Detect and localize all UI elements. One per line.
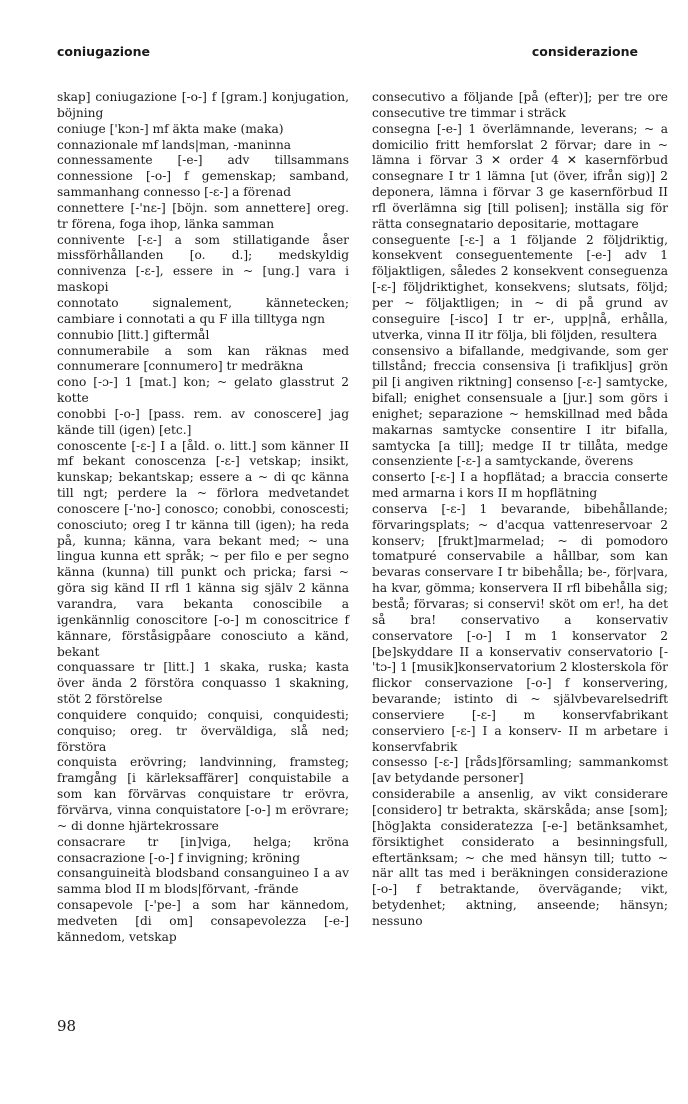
running-header — [57, 44, 638, 64]
page-number: 98 — [57, 1017, 77, 1035]
entry: considerabile a ansenlig, av vikt considerare [considero] tr betrakta, skärskåda; anse [som]; [hög]akta consideratezza [-e-] betänksamhet, försiktighet considerato a besinningsfull, eftertänksam; ~ che med hänsyn till; tutto ~ när allt tas med i beräkningen considerazione [-o-] f betraktande, övervägande; vikt, betydenhet; aktning, anseende; hänsyn; nessuno — [372, 787, 668, 928]
entry: conserto [-ɛ-] I a hopflätad; a braccia conserte med armarna i kors II m hopflätning — [372, 470, 668, 501]
entry: connubio [litt.] giftermål — [57, 327, 210, 342]
entry: coniuge ['kɔn-] mf äkta make (maka) — [57, 121, 284, 136]
left-column — [57, 90, 349, 946]
entry: connettere [-'nɛ-] [böjn. som annettere] oreg. tr förena, foga ihop, länka samman — [57, 200, 349, 231]
entry: consegna [-e-] 1 överlämnande, leverans; ~ a domicilio fritt hemforslat 2 förvar; dare in ~ lämna i förvar 3 ✕ order 4 ✕ kasernförbud consegnare I tr 1 lämna [ut (över, ifrån sig)] 2 deponera, lämna i förvar 3 ge kasernförbud II rfl överlämna sig [till polisen]; inställa sig för rätta consegnatario depositarie, mottagare — [372, 121, 668, 231]
entry: connessamente [-e-] adv tillsammans connessione [-o-] f gemenskap; samband, sammanhang connesso [-ɛ-] a förenad — [57, 153, 349, 200]
entry: conserva [-ɛ-] 1 bevarande, bibehållande; förvaringsplats; ~ d'acqua vattenreservoar 2 konserv; [frukt]marmelad; ~ di pomodoro tomatpuré conservabile a hållbar, som kan bevaras conservare I tr bibehålla; be-, för|vara, ha kvar, gömma; konservera II rfl bibehålla sig; bestå; förvaras; si conservi! sköt om er!, ha det så bra! conservativo a konservativ conservatore [-o-] I m 1 konservator 2 [be]skyddare II a konservativ conservatorio [-'tɔ-] 1 [musik]konservatorium 2 klosterskola för flickor conservazione [-o-] f konservering, bevarande; istinto di ~ självbevarelsedrift conserviere [-ɛ-] m konservfabrikant conserviero [-ɛ-] I a konserv- II m arbetare i konservfabrik — [372, 501, 668, 754]
entry: conquista erövring; landvinning, framsteg; framgång [i kärleksaffärer] conquistabile a som kan förvärvas conquistare tr erövra, förvärva, vinna conquistatore [-o-] m erövrare; ~ di donne hjärtekrossare — [57, 755, 349, 833]
entry: conobbi [-o-] [pass. rem. av conoscere] jag kände till (igen) [etc.] — [57, 406, 349, 437]
entry: consecutivo a följande [på (efter)]; per tre ore consecutive tre timmar i sträck — [372, 90, 668, 120]
entry: conoscente [-ɛ-] I a [åld. o. litt.] som känner II mf bekant conoscenza [-ɛ-] vetskap; insikt, kunskap; bekantskap; essere a ~ di qc känna till ngt; perdere la ~ förlora medvetandet conoscere [-'no-] conosco; conobbi, conoscesti; conosciuto; oreg I tr känna till (igen); ha reda på, kunna; känna, vara bekant med; ~ una lingua kunna ett språk; ~ per filo e per segno känna (kunna) till punkt och pricka; farsi ~ göra sig känd II rfl 1 känna sig själv 2 känna varandra, vara bekanta conoscibile a igenkännlig conoscitore [-o-] m conoscitrice f kännare, förståsigpåare conosciuto a känd, bekant — [57, 438, 349, 659]
entry: conquidere conquido; conquisi, conquidesti; conquiso; oreg. tr överväldiga, slå ned; förstöra — [57, 707, 349, 754]
entry: conseguente [-ɛ-] a 1 följande 2 följdriktig, konsekvent conseguentemente [-e-] adv 1 följaktligen, således 2 konsekvent conseguenza [-ɛ-] följdriktighet, konsekvens; slutsats, följd; per ~ följaktligen; in ~ di på grund av conseguire [-isco] I tr er-, upp|nå, erhålla, utverka, vinna II itr följa, bli följden, resultera — [372, 232, 668, 342]
entry: consapevole [-'pe-] a som har kännedom, medveten [di om] consapevolezza [-e-] kännedom, vetskap — [57, 898, 349, 944]
entry: skap] coniugazione [-o-] f [gram.] konjugation, böjning — [57, 90, 349, 120]
left-guide-word: coniugazione — [57, 44, 150, 59]
entry: connumerabile a som kan räknas med connumerare [connumero] tr medräkna — [57, 343, 349, 374]
entry: cono [-ɔ-] 1 [mat.] kon; ~ gelato glasstrut 2 kotte — [57, 375, 349, 406]
entry: consensivo a bifallande, medgivande, som ger tillstånd; freccia consensiva [i trafikljus] grön pil [i angiven riktning] consenso [-ɛ-] samtycke, bifall; enighet consensuale a [jur.] som görs i enighet; separazione ~ hemskillnad med båda makarnas samtycke consentire I itr bifalla, samtycka [a till]; medge II tr tillåta, medge consenziente [-ɛ-] a samtyckande, överens — [372, 343, 668, 469]
entry: connotato signalement, kännetecken; cambiare i connotati a qu F illa tilltyga ngn — [57, 295, 349, 326]
entry: consesso [-ɛ-] [råds]församling; sammankomst [av betydande personer] — [372, 755, 668, 786]
entry: conquassare tr [litt.] 1 skaka, ruska; kasta över ända 2 förstöra conquasso 1 skakning, stöt 2 förstörelse — [57, 660, 349, 707]
right-guide-word: considerazione — [531, 44, 638, 59]
entry: connivente [-ɛ-] a som stillatigande åser missförhållanden [o. d.]; medskyldig connivenza [-ɛ-], essere in ~ [ung.] vara i maskopi — [57, 232, 349, 295]
entry: connazionale mf lands|man, -maninna — [57, 137, 292, 152]
entry: consacrare tr [in]viga, helga; kröna consacrazione [-o-] f invigning; kröning — [57, 834, 349, 865]
right-column — [372, 90, 668, 930]
entry: consanguineità blodsband consanguineo I a av samma blod II m blods|förvant, -frände — [57, 866, 349, 897]
